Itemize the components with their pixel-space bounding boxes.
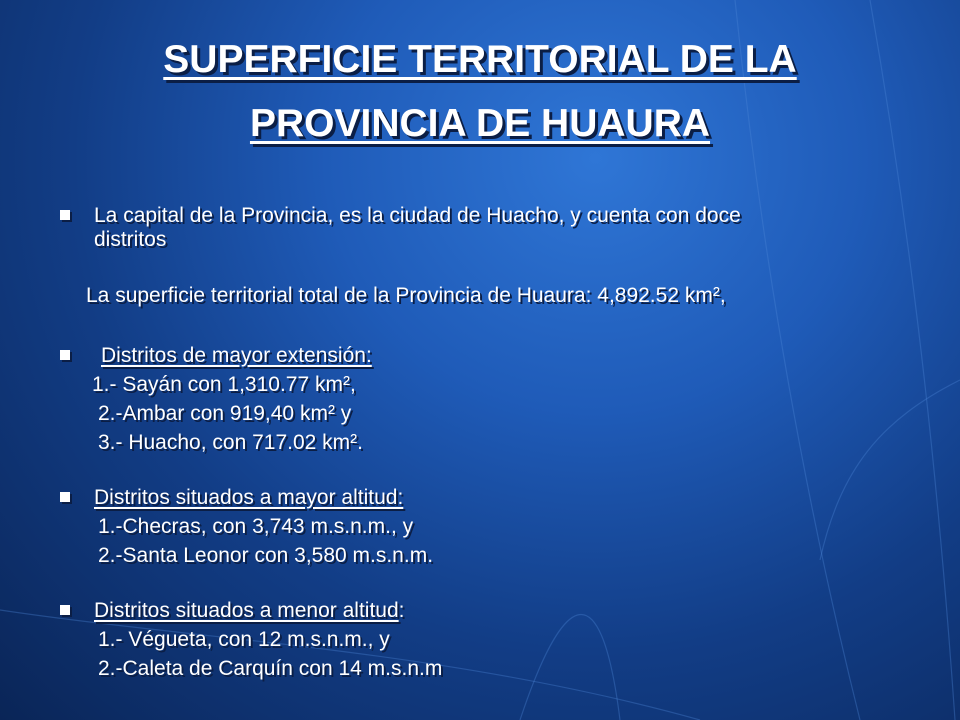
total-area-text: La superficie territorial total de la Provincia de Huaura: 4,892.52 km²,: [86, 284, 726, 307]
low-altitude-item: 1.- Végueta, con 12 m.s.n.m., y: [98, 628, 390, 651]
low-altitude-heading-row: [94, 599, 404, 623]
bullet-square-icon: [60, 210, 70, 220]
low-altitude-item: 2.-Caleta de Carquín con 14 m.s.n.m: [98, 657, 443, 680]
capital-text-line-1: La capital de la Provincia, es la ciudad de Huacho, y cuenta con doce: [94, 204, 741, 227]
bullet-square-icon: [60, 492, 70, 502]
low-altitude-heading-suffix: :: [398, 599, 405, 622]
low-altitude-heading: Distritos situados a menor altitud: [94, 599, 399, 622]
capital-text-line-2: distritos: [94, 228, 167, 251]
bullet-square-icon: [60, 605, 70, 615]
title-line-1: SUPERFICIE TERRITORIAL DE LA: [163, 38, 797, 81]
extension-item: 2.-Ambar con 919,40 km² y: [98, 402, 352, 425]
high-altitude-heading: Distritos situados a mayor altitud:: [94, 486, 404, 509]
high-altitude-item: 2.-Santa Leonor con 3,580 m.s.n.m.: [98, 544, 434, 567]
extension-item: 3.- Huacho, con 717.02 km².: [98, 431, 363, 454]
bullet-square-icon: [60, 350, 70, 360]
high-altitude-item: 1.-Checras, con 3,743 m.s.n.m., y: [98, 515, 414, 538]
extension-item: 1.- Sayán con 1,310.77 km²,: [92, 373, 356, 396]
extension-heading: Distritos de mayor extensión:: [101, 344, 372, 367]
title-line-2: PROVINCIA DE HUAURA: [249, 102, 711, 145]
